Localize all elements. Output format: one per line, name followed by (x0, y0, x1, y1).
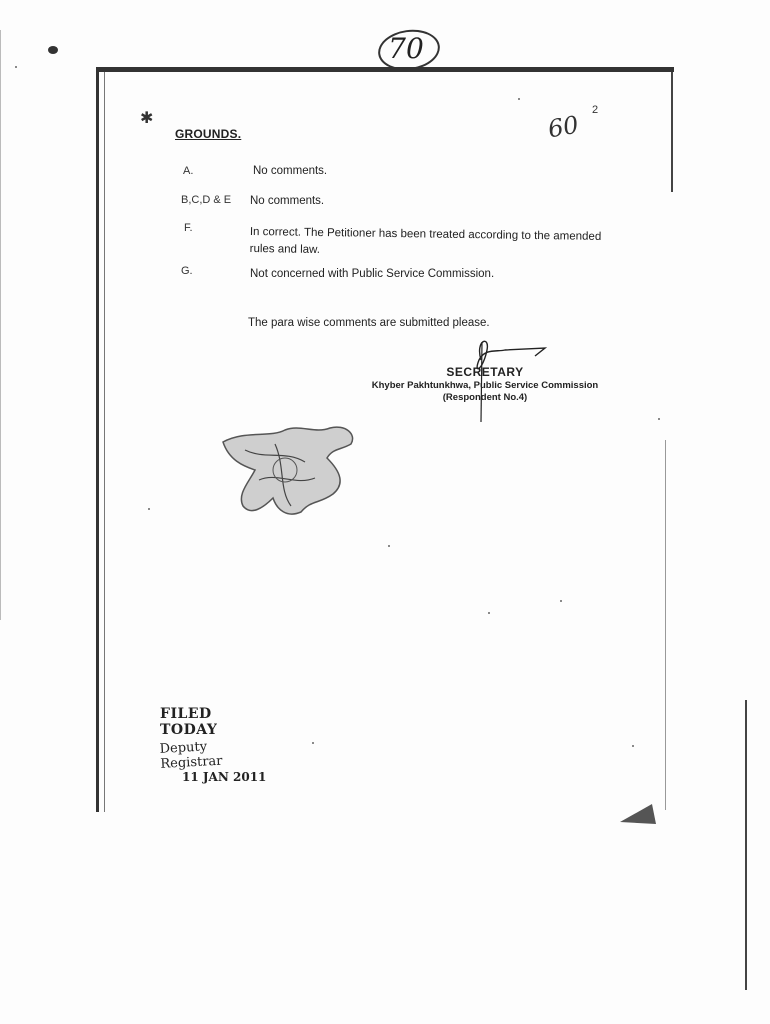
stamp-date: 11 JAN 2011 (182, 770, 267, 784)
scan-edge-line (665, 440, 666, 810)
closing-line: The para wise comments are submitted please. (248, 317, 490, 329)
scan-speck (658, 418, 660, 420)
scan-speck (388, 545, 390, 547)
signatory-role: (Respondent No.4) (442, 392, 528, 403)
signatory-title: SECRETARY (446, 365, 524, 379)
item-label: F. (184, 222, 193, 234)
signatory-organization: Khyber Pakhtunkhwa, Public Service Commission (371, 380, 599, 391)
item-label: G. (181, 265, 193, 277)
scan-edge-line (745, 700, 747, 990)
scan-mark-icon: ✱ (140, 110, 154, 127)
corner-fold-mark (618, 800, 658, 825)
page-frame-left (96, 67, 99, 812)
handwritten-corner-number: 60 (545, 110, 581, 144)
item-text: Not concerned with Public Service Commission. (250, 268, 495, 280)
scan-speck (518, 98, 520, 100)
signature-block (340, 365, 630, 403)
item-label: A. (183, 165, 194, 177)
scan-speck (148, 508, 150, 510)
stamp-title: FILED TODAY (160, 706, 218, 738)
scan-speck (488, 612, 490, 614)
stamp-role: Deputy Registrar (159, 739, 223, 772)
official-seal-icon (215, 420, 360, 520)
filing-stamp (160, 706, 270, 784)
scan-speck (312, 742, 314, 744)
item-text: No comments. (250, 195, 325, 207)
item-text: In correct. The Petitioner has been treated according to the amended rules and law. (249, 225, 602, 256)
scan-speck (560, 600, 562, 602)
scan-edge-line (0, 30, 1, 620)
item-label: B,C,D & E (181, 194, 232, 206)
item-text: No comments. (253, 165, 328, 177)
handwritten-page-number: 70 (388, 32, 424, 65)
page-frame-right (671, 72, 673, 192)
scan-speck (15, 66, 17, 68)
page-frame-inner-left (104, 72, 105, 812)
printed-page-number: 2 (592, 104, 599, 116)
scan-speck (632, 745, 634, 747)
scan-speck (48, 46, 58, 54)
section-heading: GROUNDS. (175, 127, 242, 141)
